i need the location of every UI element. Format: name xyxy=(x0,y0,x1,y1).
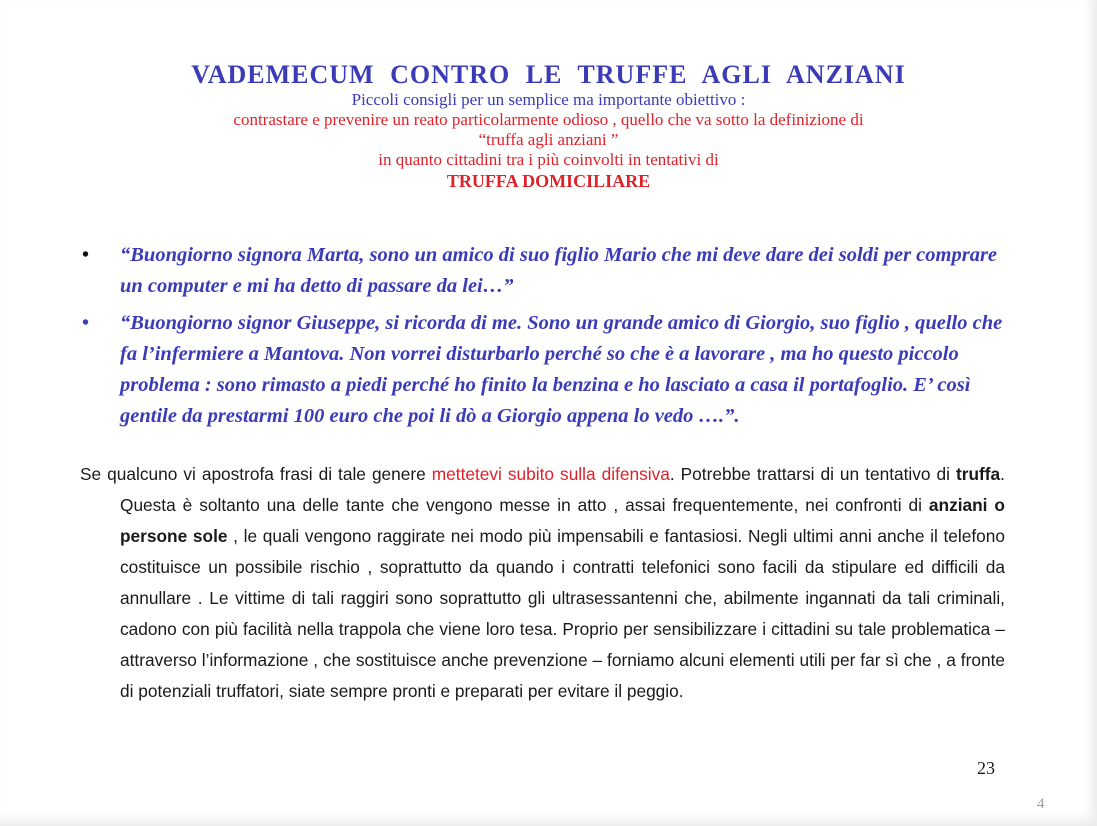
document-page-number: 23 xyxy=(977,758,995,778)
body-text-segment: , le quali vengono raggirate nei modo più impensabili e fantasiosi. Negli ultimi anni anche il telefono costituisce un possibile rischio , soprattutto da quando i contratti telefonici sono facili da stipulare ed difficili da annullare . Le vittime di tali raggiri sono soprattutto gli ultrasessantenni che, abilmente ingannati da tali criminali, cadono con più facilità nella trappola che viene loro tesa. Proprio per sensibilizzare i cittadini su tale problematica – attraverso l’informazione , che sostituisce anche prevenzione – forniamo alcuni elementi utili per far sì che , a fronte di potenziali truffatori, siate sempre pronti e preparati per evitare il peggio. xyxy=(120,526,1005,701)
emphasis-anziani: anziani o persone sole xyxy=(120,495,1005,546)
emphasis-truffa: truffa xyxy=(956,464,1001,484)
page-title: VADEMECUM CONTRO LE TRUFFE AGLI ANZIANI xyxy=(191,60,906,89)
list-item xyxy=(82,308,1012,432)
list-item-text: “Buongiorno signor Giuseppe, si ricorda di me. Sono un grande amico di Giorgio, suo figlio , quello che fa l’infermiere a Mantova. Non vorrei disturbarlo perché so che è a lavorare , ma ho questo piccolo problema : sono rimasto a piedi perché ho finito la benzina e ho lasciato a casa il portafoglio. E’ così gentile da prestarmi 100 euro che poi li dò a Giorgio appena lo vedo ….”. xyxy=(120,312,1003,427)
body-text-segment: . Questa è soltanto una delle tante che vengono messe in atto , assai frequentemente, nei confronti di xyxy=(120,464,1005,515)
header xyxy=(0,60,1097,192)
objective-line-1: contrastare e prevenire un reato particolarmente odioso , quello che va sotto la definizione di xyxy=(233,110,864,129)
body-text-segment: Se qualcuno vi apostrofa frasi di tale genere xyxy=(80,464,432,484)
body-text-segment: . Potrebbe trattarsi di un tentativo di xyxy=(669,464,956,484)
bullet-icon: • xyxy=(82,312,90,334)
example-list xyxy=(82,240,1012,438)
objective-heading: TRUFFA DOMICILIARE xyxy=(446,171,651,191)
objective-line-3: in quanto cittadini tra i più coinvolti in tentativi di xyxy=(378,150,719,169)
slide-number: 4 xyxy=(1037,796,1045,812)
bullet-icon: • xyxy=(82,244,90,266)
warning-highlight: mettetevi subito sulla difensiva xyxy=(431,464,670,484)
list-item xyxy=(82,240,1012,302)
list-item-text: “Buongiorno signora Marta, sono un amico di suo figlio Mario che mi deve dare dei soldi per comprare un computer e mi ha detto di passare da lei…” xyxy=(120,244,998,297)
subtitle: Piccoli consigli per un semplice ma importante obiettivo : xyxy=(351,90,746,109)
objective-line-2: “truffa agli anziani ” xyxy=(478,130,619,149)
body-paragraph xyxy=(80,459,1005,707)
